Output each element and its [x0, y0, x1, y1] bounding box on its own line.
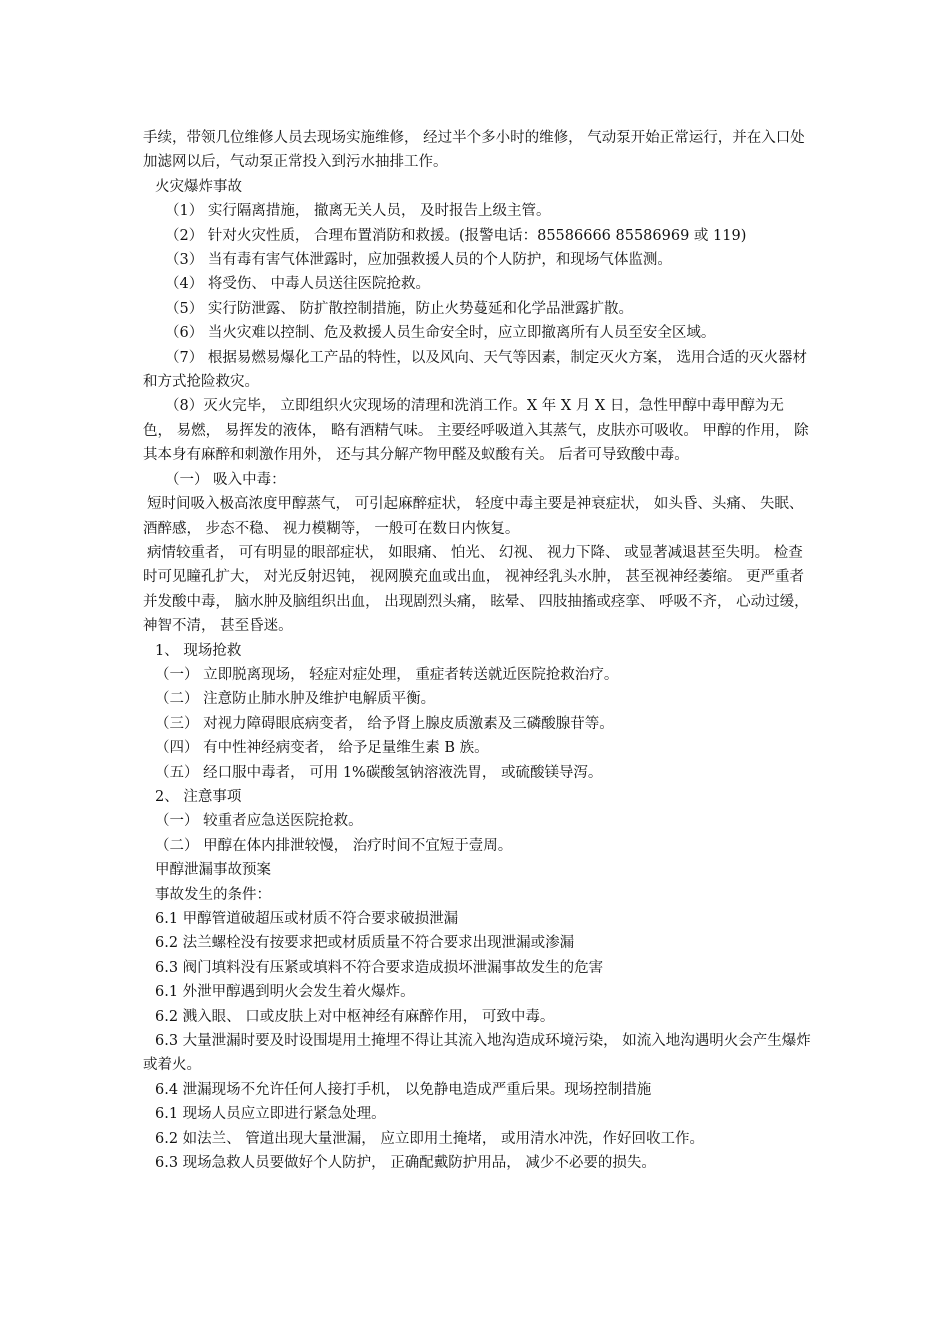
list-item: 6.2 法兰螺栓没有按要求把或材质质量不符合要求出现泄漏或渗漏 [155, 935, 575, 952]
list-item: （二） 甲醇在体内排泄较慢， 治疗时间不宜短于壹周。 [155, 837, 513, 854]
list-item: 6.1 现场人员应立即进行紧急处理。 [155, 1106, 386, 1123]
list-item: （四） 有中性神经病变者， 给予足量维生素 B 族。 [155, 740, 489, 757]
section-heading: 甲醇泄漏事故预案 [155, 862, 271, 879]
list-item: （3） 当有毒有害气体泄露时，应加强救援人员的个人防护，和现场气体监测。 [165, 252, 672, 269]
list-item: （三） 对视力障碍眼底病变者， 给予肾上腺皮质激素及三磷酸腺苷等。 [155, 715, 614, 732]
list-item: （一） 较重者应急送医院抢救。 [155, 813, 363, 830]
list-item: 6.4 泄漏现场不允许任何人接打手机， 以免静电造成严重后果。现场控制措施 [155, 1081, 652, 1098]
section-heading: 火灾爆炸事故 [155, 178, 242, 195]
list-item: （8）灭火完毕， 立即组织火灾现场的清理和洗消工作。X 年 X 月 X 日，急性甲醇中毒甲醇为无色， 易燃， 易挥发的液体， 略有酒精气味。 主要经呼吸道入其蒸气，皮肤亦可吸收。 甲醇的作用， 除其本身有麻醉和刺激作用外， 还与其分解产物甲醛及蚁酸有关。 后者可导致酸中毒。 [143, 398, 809, 464]
list-item: 6.3 大量泄漏时要及时设围堤用土掩埋不得让其流入地沟造成环境污染， 如流入地沟遇明火会产生爆炸或着火。 [143, 1033, 811, 1074]
document-body [143, 126, 811, 1175]
paragraph: 短时间吸入极高浓度甲醇蒸气， 可引起麻醉症状， 轻度中毒主要是神衰症状， 如头昏、头痛、 失眠、 酒醉感， 步态不稳、 视力模糊等， 一般可在数日内恢复。 [143, 496, 804, 537]
list-item: 6.3 现场急救人员要做好个人防护， 正确配戴防护用品， 减少不必要的损失。 [155, 1155, 656, 1172]
sub-heading: 事故发生的条件： [155, 886, 271, 903]
section-heading: 2、 注意事项 [155, 788, 242, 805]
list-item: （二） 注意防止肺水肿及维护电解质平衡。 [155, 691, 436, 708]
list-item: 6.2 如法兰、 管道出现大量泄漏， 应立即用土掩堵， 或用清水冲洗，作好回收工作。 [155, 1130, 704, 1147]
list-item: 6.2 溅入眼、 口或皮肤上对中枢神经有麻醉作用， 可致中毒。 [155, 1008, 555, 1025]
list-item: （4） 将受伤、 中毒人员送往医院抢救。 [165, 276, 430, 293]
list-item: （1） 实行隔离措施， 撤离无关人员， 及时报告上级主管。 [165, 203, 551, 220]
list-item: （五） 经口服中毒者， 可用 1%碳酸氢钠溶液洗胃， 或硫酸镁导泻。 [155, 764, 603, 781]
paragraph: 病情较重者， 可有明显的眼部症状， 如眼痛、 怕光、 幻视、 视力下降、 或显著减退甚至失明。 检查时可见瞳孔扩大， 对光反射迟钝， 视网膜充血或出血， 视神经乳头水肿， 甚至视神经萎缩。 更严重者并发酸中毒， 脑水肿及脑组织出血， 出现剧烈头痛， 眩晕、 四肢抽搐或痉挛、 呼吸不齐， 心动过缓， 神智不清， 甚至昏迷。 [143, 544, 809, 635]
list-item: 6.1 外泄甲醇遇到明火会发生着火爆炸。 [155, 984, 415, 1001]
list-item: （6） 当火灾难以控制、危及救援人员生命安全时，应立即撤离所有人员至安全区域。 [165, 325, 716, 342]
list-item: （5） 实行防泄露、 防扩散控制措施，防止火势蔓延和化学品泄露扩散。 [165, 300, 633, 317]
list-item: （一） 立即脱离现场， 轻症对症处理， 重症者转送就近医院抢救治疗。 [155, 666, 619, 683]
list-item: （7） 根据易燃易爆化工产品的特性，以及风向、天气等因素，制定灭火方案， 选用合适的灭火器材和方式抢险救灾。 [143, 349, 807, 391]
sub-heading: （一） 吸入中毒： [165, 471, 286, 488]
section-heading: 1、 现场抢救 [155, 642, 242, 659]
list-item: 6.3 阀门填料没有压紧或填料不符合要求造成损坏泄漏事故发生的危害 [155, 959, 604, 976]
paragraph: 手续，带领几位维修人员去现场实施维修， 经过半个多小时的维修， 气动泵开始正常运行，并在入口处加滤网以后，气动泵正常投入到污水抽排工作。 [143, 130, 805, 171]
list-item: 6.1 甲醇管道破超压或材质不符合要求破损泄漏 [155, 911, 459, 927]
list-item: （2） 针对火灾性质， 合理布置消防和救援。(报警电话：85586666 85586969 或 119) [165, 227, 747, 244]
